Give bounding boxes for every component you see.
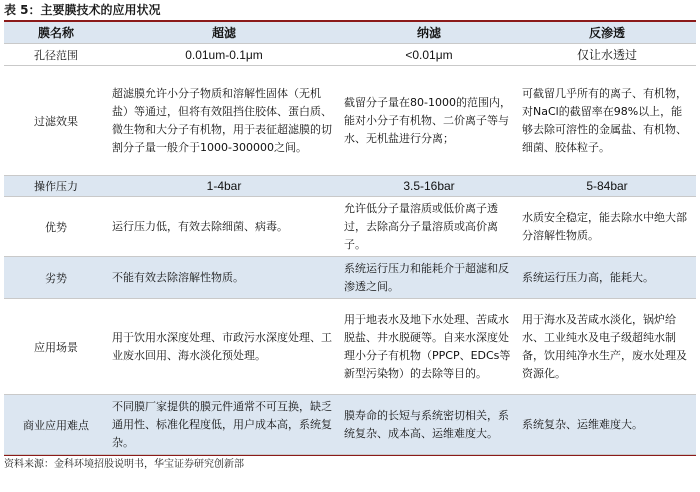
table-cell: 不同膜厂家提供的膜元件通常不可互换，缺乏通用性、标准化程度低，用户成本高，系统复杂。	[108, 395, 340, 455]
row-label: 优势	[4, 197, 108, 257]
membrane-table	[4, 22, 696, 455]
table-cell: 可截留几乎所有的离子、有机物，对NaCl的截留率在98%以上，能够去除可溶性的金属盐、有机物、细菌、胶体粒子。	[518, 66, 696, 176]
row-label: 操作压力	[4, 176, 108, 197]
table-cell: 系统复杂、运维难度大。	[518, 395, 696, 455]
table-cell: 超滤膜允许小分子物质和溶解性固体（无机盐）等通过，但将有效阻挡住胶体、蛋白质、微生物和大分子有机物，用于表征超滤膜的切割分子量一般介于1000-300000之间。	[108, 66, 340, 176]
table-cell: 不能有效去除溶解性物质。	[108, 257, 340, 299]
table-row	[4, 395, 696, 455]
table-cell: 允许低分子量溶质或低价离子透过，去除高分子量溶质或高价离子。	[340, 197, 518, 257]
table-cell: 用于饮用水深度处理、市政污水深度处理、工业废水回用、海水淡化预处理。	[108, 299, 340, 395]
table-cell: 用于地表水及地下水处理、苦咸水脱盐、井水脱硬等。自来水深度处理小分子有机物（PPCP、EDCs等新型污染物）的去除等目的。	[340, 299, 518, 395]
table-row	[4, 44, 696, 66]
table-cell: 系统运行压力和能耗介于超滤和反渗透之间。	[340, 257, 518, 299]
table-cell: 系统运行压力高，能耗大。	[518, 257, 696, 299]
table-cell: 运行压力低，有效去除细菌、病毒。	[108, 197, 340, 257]
header-nanofiltration: 纳滤	[340, 22, 518, 44]
table-caption: 表 5：主要膜技术的应用状况	[4, 3, 161, 17]
row-label: 应用场景	[4, 299, 108, 395]
table-cell: 0.01um-0.1μm	[108, 44, 340, 66]
table-row	[4, 197, 696, 257]
table-cell: 膜寿命的长短与系统密切相关，系统复杂、成本高、运维难度大。	[340, 395, 518, 455]
table-cell: 5-84bar	[518, 176, 696, 197]
header-ultrafiltration: 超滤	[108, 22, 340, 44]
header-reverse-osmosis: 反渗透	[518, 22, 696, 44]
row-label: 商业应用难点	[4, 395, 108, 455]
table-row	[4, 299, 696, 395]
table-row	[4, 176, 696, 197]
row-label: 过滤效果	[4, 66, 108, 176]
header-membrane-name: 膜名称	[4, 22, 108, 44]
table-cell: 水质安全稳定，能去除水中绝大部分溶解性物质。	[518, 197, 696, 257]
row-label: 劣势	[4, 257, 108, 299]
table-cell: 用于海水及苦咸水淡化，锅炉给水、工业纯水及电子级超纯水制备，饮用纯净水生产，废水处理及资源化。	[518, 299, 696, 395]
table-cell: 截留分子量在80-1000的范围内，能对小分子有机物、二价离子等与水、无机盐进行分离；	[340, 66, 518, 176]
table-cell: 1-4bar	[108, 176, 340, 197]
table-cell: 3.5-16bar	[340, 176, 518, 197]
table-cell: 仅让水透过	[518, 44, 696, 66]
row-label: 孔径范围	[4, 44, 108, 66]
source-note: 资料来源：金科环境招股说明书，华宝证券研究创新部	[4, 459, 244, 470]
table-cell: <0.01μm	[340, 44, 518, 66]
table-row	[4, 66, 696, 176]
table-row	[4, 257, 696, 299]
table-header-row	[4, 22, 696, 44]
